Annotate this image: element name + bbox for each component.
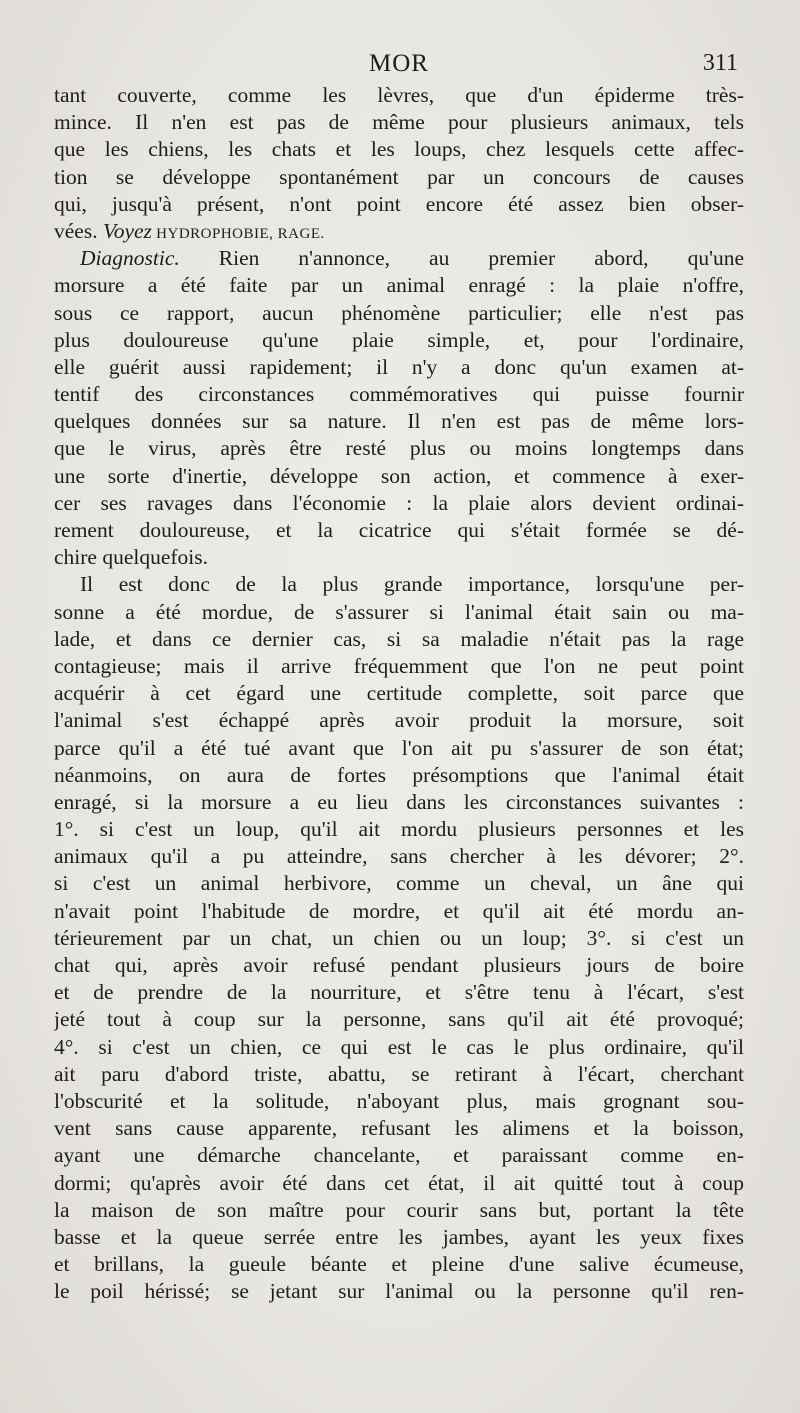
text-line: rement douloureuse, et la cicatrice qui s'était formée se dé-	[54, 518, 744, 542]
text-line: elle guérit aussi rapidement; il n'y a donc qu'un examen at-	[54, 354, 744, 379]
text-line: tion se développe spontanément par un concours de causes	[54, 164, 744, 189]
text-line: térieurement par un chat, un chien ou un loup; 3°. si c'est un	[54, 925, 744, 950]
text-line: la maison de son maître pour courir sans but, portant la tête	[54, 1197, 744, 1222]
text-line: 1°. si c'est un loup, qu'il ait mordu plusieurs personnes et les	[54, 817, 744, 842]
text-line: enragé, si la morsure a eu lieu dans les circonstances suivantes :	[54, 789, 744, 814]
text-line: ayant une démarche chancelante, et paraissant comme en-	[54, 1143, 744, 1168]
text-line: ait paru d'abord triste, abattu, se retirant à l'écart, cherchant	[54, 1061, 744, 1086]
text-span: vées.	[54, 218, 103, 243]
text-line: plus douloureuse qu'une plaie simple, et, pour l'ordinaire,	[54, 327, 744, 352]
text-line: et brillans, la gueule béante et pleine d'une salive écumeuse,	[54, 1252, 744, 1277]
text-line: 4°. si c'est un chien, ce qui est le cas le plus ordinaire, qu'il	[54, 1034, 744, 1059]
text-line: morsure a été faite par un animal enragé : la plaie n'offre,	[54, 273, 744, 298]
text-line: vent sans cause apparente, refusant les alimens et la boisson,	[54, 1116, 744, 1141]
text-line: basse et la queue serrée entre les jambes, ayant les yeux fixes	[54, 1224, 744, 1249]
text-line: chire quelquefois.	[54, 545, 209, 570]
text-line-diagnostic-heading	[54, 245, 744, 272]
text-line: que les chiens, les chats et les loups, chez lesquels cette affec-	[54, 137, 744, 162]
text-line: animaux qu'il a pu atteindre, sans chercher à les dévorer; 2°.	[54, 844, 744, 869]
text-line: cer ses ravages dans l'économie : la plaie alors devient ordinai-	[54, 490, 744, 515]
text-line: l'animal s'est échappé après avoir produit la morsure, soit	[54, 708, 744, 733]
text-line: jeté tout à coup sur la personne, sans qu'il ait été provoqué;	[54, 1007, 744, 1032]
text-line: tant couverte, comme les lèvres, que d'un épiderme très-	[54, 83, 744, 107]
text-line: parce qu'il a été tué avant que l'on ait pu s'assurer de son état;	[54, 735, 744, 760]
text-line: le poil hérissé; se jetant sur l'animal ou la personne qu'il ren-	[54, 1279, 744, 1304]
text-line: chat qui, après avoir refusé pendant plusieurs jours de boire	[54, 953, 744, 977]
cross-reference-terms: HYDROPHOBIE, RAGE.	[151, 225, 325, 242]
text-line: lade, et dans ce dernier cas, si sa maladie n'était pas la rage	[54, 626, 744, 651]
paragraph-importance	[54, 571, 744, 1305]
text-line: qui, jusqu'à présent, n'ont point encore été assez bien obser-	[54, 191, 744, 216]
text-line: sonne a été mordue, de s'assurer si l'animal était sain ou ma-	[54, 599, 744, 624]
voyez-italic: Voyez	[102, 218, 152, 243]
text-line: mince. Il n'en est pas de même pour plusieurs animaux, tels	[54, 110, 744, 135]
page-number: 311	[702, 50, 738, 76]
text-line: dormi; qu'après avoir été dans cet état, il ait quitté tout à coup	[54, 1170, 744, 1195]
diagnostic-heading: Diagnostic.	[80, 246, 180, 271]
running-head: MOR	[369, 50, 429, 77]
paragraph-diagnostic	[54, 245, 744, 571]
paragraph-continuation	[54, 82, 744, 245]
text-line: néanmoins, on aura de fortes présomptions que l'animal était	[54, 762, 744, 787]
text-line: l'obscurité et la solitude, n'aboyant plus, mais grognant sou-	[54, 1088, 744, 1113]
text-line: sous ce rapport, aucun phénomène particulier; elle n'est pas	[54, 300, 744, 325]
page-header	[54, 46, 744, 82]
text-line: contagieuse; mais il arrive fréquemment que l'on ne peut point	[54, 653, 744, 678]
body-text	[54, 82, 744, 1305]
text-line: tentif des circonstances commémoratives qui puisse fournir	[54, 382, 744, 407]
text-line: que le virus, après être resté plus ou moins longtemps dans	[54, 436, 744, 461]
text-line: quelques données sur sa nature. Il n'en est pas de même lors-	[54, 409, 744, 434]
text-line: acquérir à cet égard une certitude complette, soit parce que	[54, 681, 744, 706]
text-line: une sorte d'inertie, développe son action, et commence à exer-	[54, 463, 744, 488]
text-line: et de prendre de la nourriture, et s'être tenu à l'écart, s'est	[54, 980, 744, 1005]
text-line: n'avait point l'habitude de mordre, et qu'il ait été mordu an-	[54, 898, 744, 923]
text-line: Il est donc de la plus grande importance, lorsqu'une per-	[80, 572, 744, 597]
text-line: si c'est un animal herbivore, comme un cheval, un âne qui	[54, 871, 744, 896]
text-span: Rien n'annonce, au premier abord, qu'une	[179, 246, 744, 271]
text-line-cross-reference	[54, 218, 744, 245]
